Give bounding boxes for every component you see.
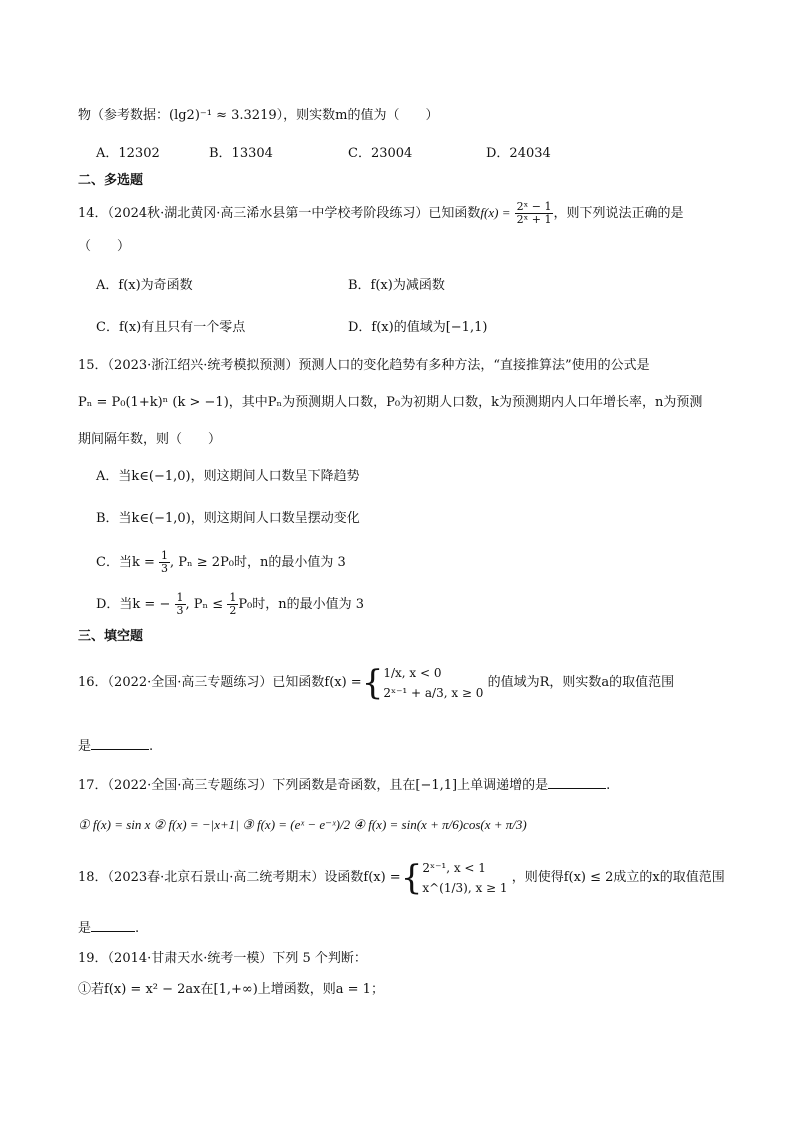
- q18-stem-a: 18．（2023春·北京石景山·高二统考期末）设函数f(x) =: [78, 870, 401, 885]
- q15-option-d-fraction-2: [227, 592, 238, 617]
- q16-end: .: [149, 739, 154, 754]
- q15-option-d-den: 3: [176, 604, 184, 617]
- q15-option-d-pre: D．当k = −: [96, 597, 171, 612]
- q18-stem-b: ，则使得f(x) ≤ 2成立的x的取值范围: [511, 870, 725, 885]
- q15-stem-line-3: 期间隔年数，则（ ）: [78, 432, 222, 447]
- q16-brace: {: [361, 662, 384, 703]
- q14-stem: [78, 201, 684, 226]
- q19-item-1: ①若f(x) = x² − 2ax在[1,+∞)上增函数，则a = 1；: [78, 982, 384, 997]
- q15-option-d-den2: 2: [229, 604, 237, 617]
- q16-answer-blank[interactable]: [91, 737, 149, 750]
- q13-tail: 物（参考数据：(lg2)⁻¹ ≈ 3.3219），则实数m的值为（ ）: [78, 108, 439, 123]
- q14-fraction: [515, 201, 554, 226]
- q16-cases: [383, 663, 483, 703]
- q15-stem-line-2: Pₙ = P₀(1+k)ⁿ (k > −1)，其中Pₙ为预测期人口数，P₀为初期人口数，k为预测期内人口年增长率，n为预测: [78, 395, 703, 410]
- q15-option-d-num: 1: [176, 591, 184, 604]
- q18-stem-tail: [78, 919, 139, 938]
- q13-option-d[interactable]: D．24034: [486, 146, 551, 161]
- q15-stem-line-1: 15．（2023·浙江绍兴·统考模拟预测）预测人口的变化趋势有多种方法，“直接推算法”使用的公式是: [78, 358, 650, 373]
- q18-answer-blank[interactable]: [91, 919, 135, 932]
- q15-option-d-mid: , Pₙ ≤: [185, 597, 224, 612]
- q15-option-d-num2: 1: [229, 591, 237, 604]
- section-heading-multiple-choice: 二、多选题: [78, 173, 144, 188]
- q14-paren: （ ）: [78, 239, 131, 254]
- q15-option-c[interactable]: [96, 550, 346, 575]
- q15-option-c-post: , Pₙ ≥ 2P₀时，n的最小值为 3: [170, 555, 346, 570]
- q14-numerator: 2ˣ − 1: [516, 200, 552, 213]
- q18-case-1: 2ˣ⁻¹, x < 1: [422, 860, 486, 875]
- q15-option-a[interactable]: A．当k∈(−1,0)，则这期间人口数呈下降趋势: [96, 469, 360, 484]
- q14-option-a[interactable]: A．f(x)为奇函数: [96, 278, 193, 293]
- q15-option-c-num: 1: [161, 549, 168, 562]
- q17-stem: [78, 776, 610, 795]
- q14-option-c[interactable]: C．f(x)有且只有一个零点: [96, 320, 246, 335]
- section-heading-fill-in-blank: 三、填空题: [78, 629, 144, 644]
- q13-option-c[interactable]: C．23004: [348, 146, 413, 161]
- q15-option-d[interactable]: [96, 592, 364, 617]
- q18-brace: {: [400, 857, 423, 898]
- q14-option-b[interactable]: B．f(x)为减函数: [348, 278, 445, 293]
- q18-stem: [78, 855, 725, 901]
- q14-denominator: 2ˣ + 1: [516, 213, 552, 226]
- q15-option-c-den: 3: [161, 562, 168, 575]
- q14-stem-a: 14．（2024秋·湖北黄冈·高三浠水县第一中学校考阶段练习）已知函数: [78, 206, 481, 221]
- q17-answer-blank[interactable]: [548, 776, 606, 789]
- q16-stem-tail: [78, 737, 153, 756]
- q16-stem-a: 16．（2022·全国·高三专题练习）已知函数f(x) =: [78, 675, 362, 690]
- q14-option-d[interactable]: D．f(x)的值域为[−1,1): [348, 320, 488, 335]
- q15-option-d-post: P₀时，n的最小值为 3: [238, 597, 365, 612]
- q17-stem-text: 17．（2022·全国·高三专题练习）下列函数是奇函数，且在[−1,1]上单调递增的是: [78, 778, 549, 793]
- q18-end: .: [135, 921, 140, 936]
- q13-option-a[interactable]: A．12302: [96, 146, 160, 161]
- q15-option-b[interactable]: B．当k∈(−1,0)，则这期间人口数呈摆动变化: [96, 511, 360, 526]
- q15-option-c-pre: C．当k =: [96, 555, 155, 570]
- q16-case-2: 2ˣ⁻¹ + a/3, x ≥ 0: [383, 685, 484, 700]
- q18-stem-c: 是: [78, 921, 92, 936]
- q14-fx: f(x) =: [480, 205, 511, 220]
- q16-case-1: 1/x, x < 0: [383, 665, 442, 680]
- q15-option-c-fraction: [159, 550, 170, 575]
- q16-stem-c: 是: [78, 739, 92, 754]
- q18-case-2: x^(1/3), x ≥ 1: [422, 880, 508, 895]
- q16-stem-b: 的值域为R，则实数a的取值范围: [487, 675, 675, 690]
- q16-stem: [78, 660, 674, 706]
- q15-option-d-fraction-1: [175, 592, 186, 617]
- q13-option-b[interactable]: B．13304: [209, 146, 273, 161]
- q19-stem: 19．（2014·甘肃天水·统考一模）下列 5 个判断：: [78, 951, 367, 966]
- q17-end: .: [606, 778, 611, 793]
- q17-functions: ① f(x) = sin x ② f(x) = −|x+1| ③ f(x) = (eˣ − e⁻ˣ)/2 ④ f(x) = sin(x + π/6)cos(x + π/3): [78, 817, 527, 832]
- q18-cases: [422, 858, 507, 898]
- q14-stem-b: ，则下列说法正确的是: [553, 206, 684, 221]
